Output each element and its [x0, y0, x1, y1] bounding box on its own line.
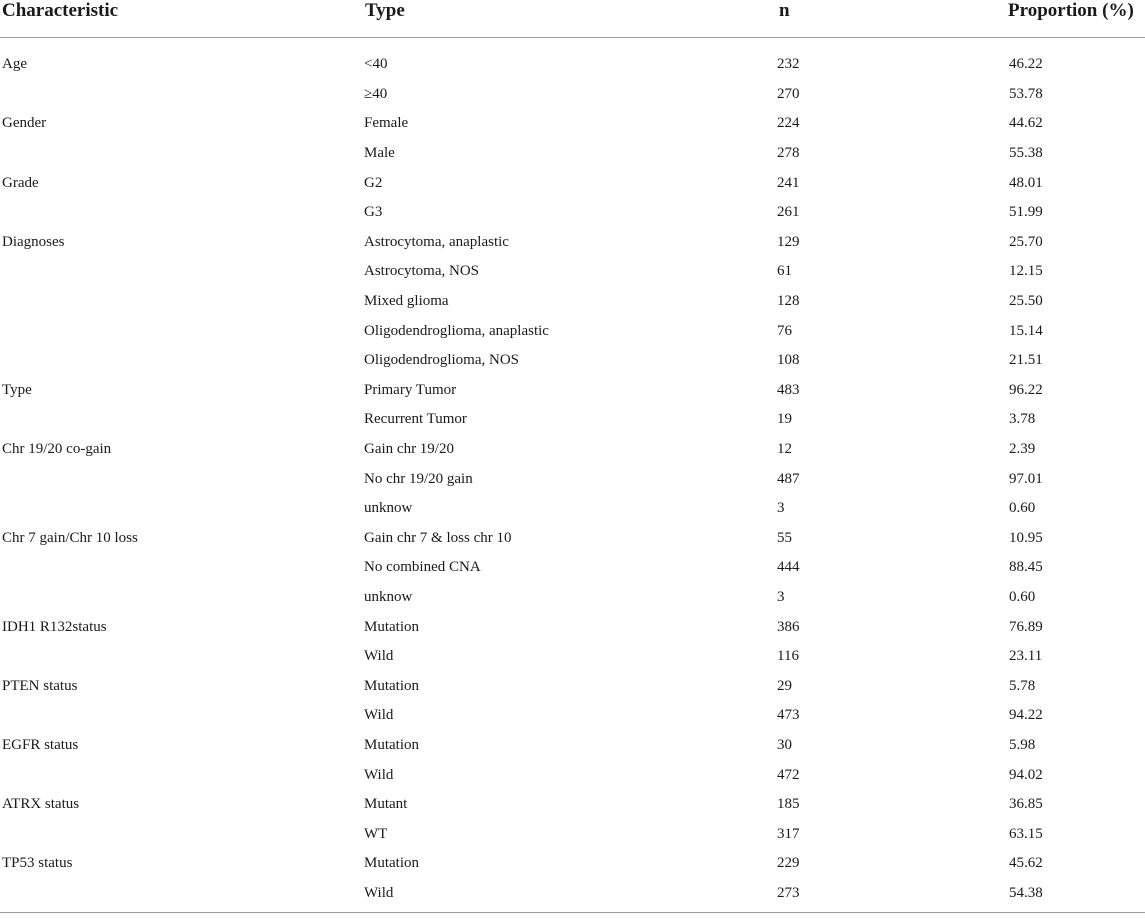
- characteristic-cell: Gender: [2, 115, 47, 132]
- characteristic-cell: TP53 status: [2, 855, 73, 872]
- table-body: [0, 38, 1145, 913]
- type-cell: G3: [364, 204, 383, 221]
- proportion-cell: 10.95: [1009, 529, 1043, 546]
- n-cell: 3: [777, 588, 785, 605]
- table-row: [0, 228, 1145, 258]
- table-row: [0, 760, 1145, 790]
- characteristic-cell: [0, 198, 363, 228]
- header-row: [0, 0, 1145, 38]
- n-cell: 61: [777, 263, 792, 280]
- n-cell: 270: [777, 85, 800, 102]
- table-row: [0, 139, 1145, 169]
- characteristic-cell: EGFR status: [2, 736, 79, 753]
- table-row: [0, 257, 1145, 287]
- table-row: [0, 198, 1145, 228]
- n-cell: 3: [777, 500, 785, 517]
- proportion-cell: 76.89: [1009, 618, 1043, 635]
- type-cell: Wild: [364, 766, 394, 783]
- n-cell: 108: [777, 352, 800, 369]
- table-row: [0, 642, 1145, 672]
- table-row: [0, 819, 1145, 849]
- n-cell: 317: [777, 825, 800, 842]
- characteristic-cell: Grade: [2, 174, 39, 191]
- proportion-cell: 46.22: [1009, 56, 1043, 73]
- proportion-cell: 51.99: [1009, 204, 1043, 221]
- proportion-cell: 23.11: [1009, 648, 1043, 665]
- characteristic-cell: [0, 642, 363, 672]
- n-cell: 273: [776, 879, 1007, 913]
- type-cell: No chr 19/20 gain: [364, 470, 473, 487]
- proportion-cell: 0.60: [1009, 500, 1036, 517]
- n-cell: 386: [777, 618, 800, 635]
- characteristic-cell: PTEN status: [2, 677, 78, 694]
- type-cell: Wild: [364, 648, 394, 665]
- type-cell: <40: [364, 56, 388, 73]
- type-cell: Wild: [364, 707, 394, 724]
- n-cell: 232: [777, 56, 800, 73]
- characteristic-cell: IDH1 R132status: [2, 618, 107, 635]
- table-row: [0, 376, 1145, 406]
- proportion-cell: 44.62: [1009, 115, 1043, 132]
- proportion-cell: 53.78: [1009, 85, 1043, 102]
- header-type: Type: [363, 0, 776, 38]
- table-row: [0, 109, 1145, 139]
- table-row: [0, 553, 1145, 583]
- type-cell: Male: [364, 145, 395, 162]
- n-cell: 76: [777, 322, 792, 339]
- n-cell: 261: [777, 204, 800, 221]
- proportion-cell: 45.62: [1009, 855, 1043, 872]
- proportion-cell: 3.78: [1009, 411, 1036, 428]
- header-n: n: [776, 0, 1007, 38]
- type-cell: Mixed glioma: [364, 293, 449, 310]
- proportion-cell: 97.01: [1009, 470, 1043, 487]
- table-row: [0, 346, 1145, 376]
- table-row: [0, 316, 1145, 346]
- proportion-cell: 25.70: [1009, 233, 1043, 250]
- type-cell: Female: [364, 115, 409, 132]
- type-cell: Oligodendroglioma, anaplastic: [364, 322, 549, 339]
- n-cell: 444: [777, 559, 800, 576]
- proportion-cell: 63.15: [1009, 825, 1043, 842]
- type-cell: Astrocytoma, NOS: [364, 263, 479, 280]
- type-cell: No combined CNA: [364, 559, 481, 576]
- table-row: [0, 731, 1145, 761]
- table-row: [0, 849, 1145, 879]
- n-cell: 472: [777, 766, 800, 783]
- table-row: [0, 168, 1145, 198]
- characteristic-cell: [0, 494, 363, 524]
- proportion-cell: 5.98: [1009, 736, 1036, 753]
- header-characteristic: Characteristic: [0, 0, 363, 38]
- proportion-cell: 25.50: [1009, 293, 1043, 310]
- proportion-cell: 2.39: [1009, 441, 1036, 458]
- characteristic-cell: [0, 139, 363, 169]
- n-cell: 129: [777, 233, 800, 250]
- type-cell: Mutation: [364, 736, 419, 753]
- n-cell: 483: [777, 381, 800, 398]
- table-row: [0, 494, 1145, 524]
- characteristic-cell: [0, 257, 363, 287]
- type-cell: ≥40: [364, 85, 388, 102]
- n-cell: 224: [777, 115, 800, 132]
- characteristic-cell: Chr 19/20 co-gain: [2, 441, 112, 458]
- table-row: [0, 879, 1145, 913]
- type-cell: unknow: [364, 588, 413, 605]
- proportion-cell: 12.15: [1009, 263, 1043, 280]
- n-cell: 30: [777, 736, 792, 753]
- table-row: [0, 38, 1145, 80]
- characteristic-cell: [0, 583, 363, 613]
- type-cell: Astrocytoma, anaplastic: [364, 233, 509, 250]
- table-row: [0, 464, 1145, 494]
- n-cell: 473: [777, 707, 800, 724]
- n-cell: 12: [777, 441, 792, 458]
- type-cell: Mutation: [364, 677, 419, 694]
- characteristic-cell: ATRX status: [2, 796, 80, 813]
- proportion-cell: 54.38: [1007, 879, 1145, 913]
- proportion-cell: 94.22: [1009, 707, 1043, 724]
- header-proportion: Proportion (%): [1007, 0, 1145, 38]
- n-cell: 185: [777, 796, 800, 813]
- characteristic-cell: [0, 346, 363, 376]
- type-cell: Gain chr 7 & loss chr 10: [364, 529, 512, 546]
- type-cell: Mutant: [364, 796, 408, 813]
- table-row: [0, 80, 1145, 110]
- table-row: [0, 405, 1145, 435]
- type-cell: WT: [364, 825, 388, 842]
- type-cell: Wild: [363, 879, 776, 913]
- characteristic-cell: [0, 819, 363, 849]
- type-cell: Recurrent Tumor: [364, 411, 467, 428]
- table-header: [0, 0, 1145, 38]
- proportion-cell: 48.01: [1009, 174, 1043, 191]
- n-cell: 29: [777, 677, 792, 694]
- proportion-cell: 94.02: [1009, 766, 1043, 783]
- n-cell: 128: [777, 293, 800, 310]
- characteristic-cell: Type: [2, 381, 32, 398]
- table-row: [0, 583, 1145, 613]
- n-cell: 278: [777, 145, 800, 162]
- type-cell: G2: [364, 174, 383, 191]
- proportion-cell: 88.45: [1009, 559, 1043, 576]
- characteristic-cell: [0, 80, 363, 110]
- table-row: [0, 435, 1145, 465]
- characteristic-cell: [0, 287, 363, 317]
- n-cell: 487: [777, 470, 800, 487]
- table-row: [0, 671, 1145, 701]
- table-row: [0, 701, 1145, 731]
- characteristic-cell: [0, 464, 363, 494]
- type-cell: Mutation: [364, 618, 419, 635]
- type-cell: Gain chr 19/20: [364, 441, 454, 458]
- n-cell: 241: [777, 174, 800, 191]
- table-row: [0, 524, 1145, 554]
- characteristic-cell: Chr 7 gain/Chr 10 loss: [2, 529, 138, 546]
- n-cell: 229: [777, 855, 800, 872]
- proportion-cell: 15.14: [1009, 322, 1043, 339]
- characteristic-cell: [0, 879, 363, 913]
- proportion-cell: 0.60: [1009, 588, 1036, 605]
- proportion-cell: 21.51: [1009, 352, 1043, 369]
- characteristic-cell: [0, 701, 363, 731]
- table-row: [0, 790, 1145, 820]
- proportion-cell: 5.78: [1009, 677, 1036, 694]
- type-cell: Oligodendroglioma, NOS: [364, 352, 519, 369]
- characteristic-cell: [0, 405, 363, 435]
- proportion-cell: 36.85: [1009, 796, 1043, 813]
- characteristic-cell: Diagnoses: [2, 233, 65, 250]
- type-cell: Primary Tumor: [364, 381, 457, 398]
- proportion-cell: 55.38: [1009, 145, 1043, 162]
- characteristic-cell: [0, 316, 363, 346]
- type-cell: Mutation: [364, 855, 419, 872]
- n-cell: 19: [777, 411, 792, 428]
- proportion-cell: 96.22: [1009, 381, 1043, 398]
- table-row: [0, 287, 1145, 317]
- characteristic-cell: [0, 760, 363, 790]
- characteristic-cell: [0, 553, 363, 583]
- characteristic-cell: Age: [2, 56, 27, 73]
- n-cell: 55: [777, 529, 792, 546]
- table-row: [0, 612, 1145, 642]
- n-cell: 116: [777, 648, 799, 665]
- type-cell: unknow: [364, 500, 413, 517]
